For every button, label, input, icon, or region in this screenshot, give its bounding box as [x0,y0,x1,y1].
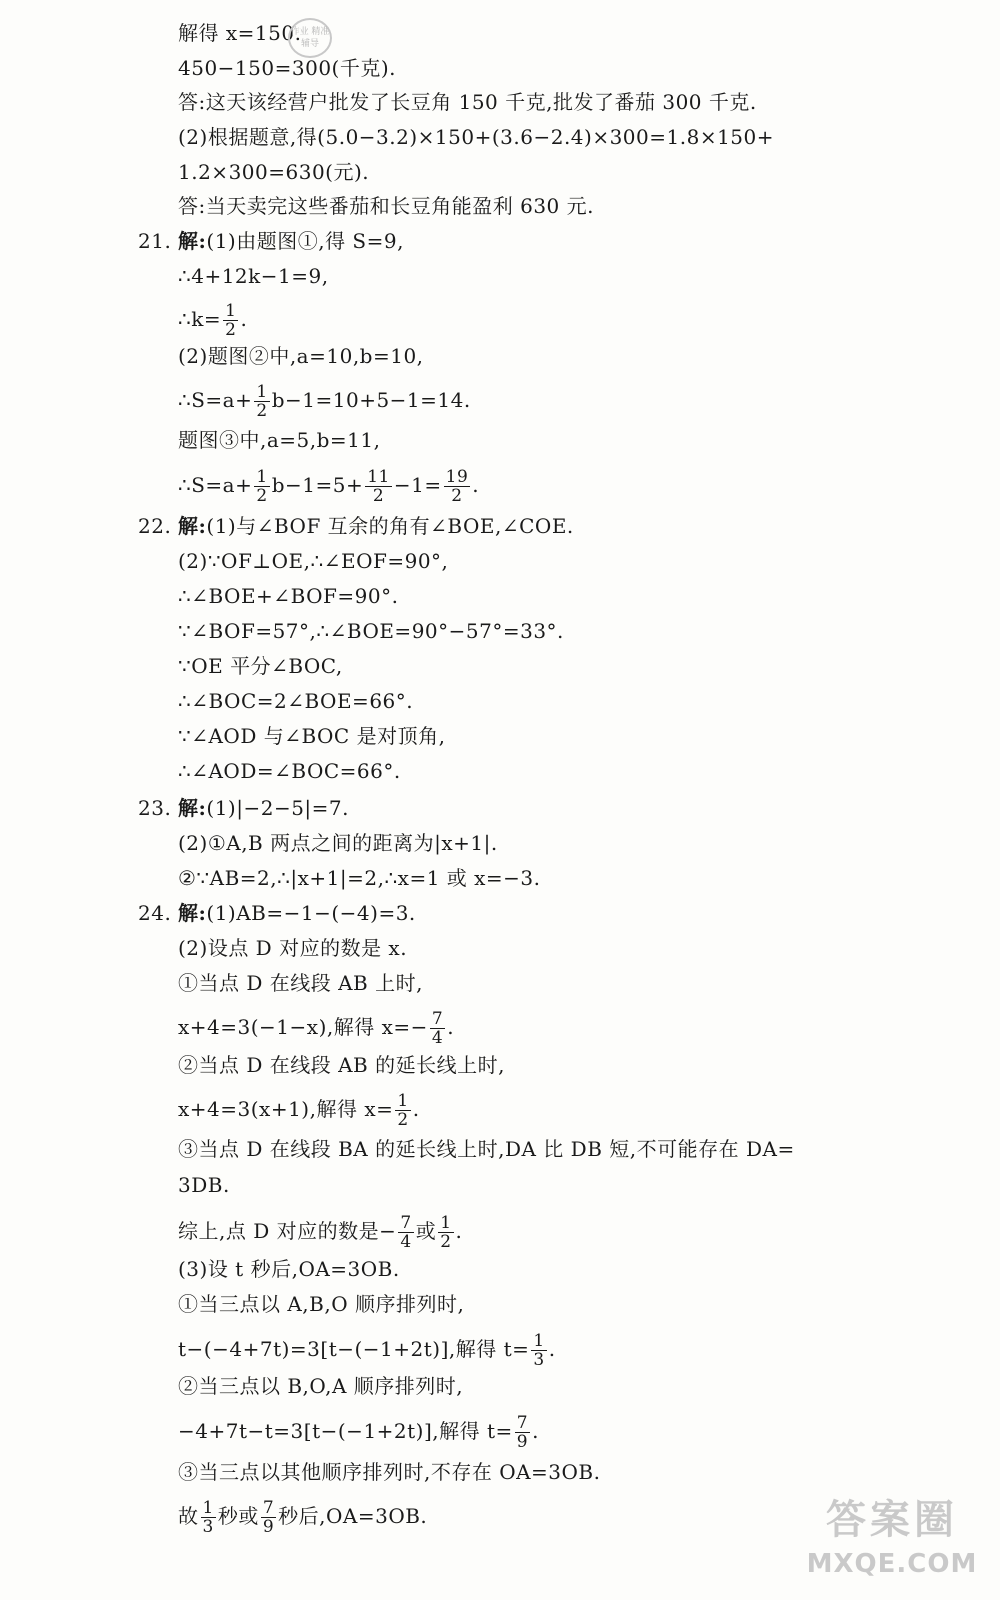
seal-watermark: 作业 精准辅导 [288,18,332,58]
jie-label: 解: [178,901,207,925]
fraction: $\frac{19}{2}$ [445,467,469,506]
fraction: $\frac{1}{2}$ [225,301,237,340]
fraction: $\frac{1}{2}$ [440,1213,452,1252]
problem-number: 22. [138,514,172,538]
site-logo-watermark: 答案圈 MXQE.COM [806,1497,978,1579]
jie-label: 解: [178,229,207,253]
jie-label: 解: [178,514,207,538]
jie-label: 解: [178,796,207,820]
fraction: $\frac{1}{2}$ [397,1091,409,1130]
fraction: $\frac{1}{3}$ [202,1498,214,1537]
problem-number: 24. [138,901,172,925]
fraction: $\frac{7}{4}$ [431,1009,444,1048]
problem-number: 21. [138,229,172,253]
fraction: $\frac{1}{2}$ [256,467,268,506]
fraction: $\frac{7}{9}$ [262,1498,275,1537]
document-page: 解得 x=150. 作业 精准辅导 450−150=300(千克). 答:这天该经营户批发了长豆角 150 千克,批发了番茄 300 千克. (2)根据题意,得(5.0−3.2)×150+(3.6−2.4)×300=1.8×150+ 1.2×300=630(元). 答:当天卖完这些番茄和长豆角能盈利 630 元. 21. 解:(1)由题图①,得 S=9, ∴4+12k−1=9, ∴k= $\frac{1}{2}$ . (2)题图②中,a=10,b=10, ∴S=a+ $\frac{1}{2}$ b−1=10+5−1=14. 题图③中,a=5,b=11, ∴S=a+ $\frac{1}{2}$ b−1=5+ $\frac{11}{2}$ −1= $\frac{19}{2}$ . 22. 解:(1)与∠BOF 互余的角有∠BOE,∠COE. (2)∵OF⊥OE,∴∠EOF=90°, ∴∠BOE+∠BOF=90°. ∵∠BOF=57°,∴∠BOE=90°−57°=33°. ∵OE 平分∠BOC, ∴∠BOC=2∠BOE=66°. ∵∠AOD 与∠BOC 是对顶角, ∴∠AOD=∠BOC=66°. 23. 解:(1)|−2−5|=7. (2)①A,B 两点之间的距离为|x+1|. ②∵AB=2,∴|x+1|=2,∴x=1 或 x=−3. 24. 解:(1)AB=−1−(−4)=3. (2)设点 D 对应的数是 x. ①当点 D 在线段 AB 上时, x+4=3(−1−x),解得 x=− $\frac{7}{4}$ . ②当点 D 在线段 AB 的延长线上时, x+4=3(x+1),解得 x= $\frac{1}{2}$ . ③当点 D 在线段 BA 的延长线上时,DA 比 DB 短,不可能存在 DA= 3DB. 综上,点 D 对应的数是− $\frac{7}{4}$ 或 $\frac{1}{2}$ . (3)设 t 秒后,OA=3OB. ①当三点以 A,B,O 顺序排列时, t−(−4+7t)=3[t−(−1+2t)],解得 t= $\frac{1}{3}$ . ②当三点以 B,O,A 顺序排列时, −4+7t−t=3[t−(−1+2t)],解得 t= $\frac{7}{9}$ . ③当三点以其他顺序排列时,不存在 OA=3OB. 故 $\frac{1}{3}$ 秒或 $\frac{7}{9}$ 秒后,OA=3OB. 答案圈 MXQE.COM [0,0,1000,1600]
fraction: $\frac{1}{2}$ [256,382,268,421]
fraction: $\frac{7}{4}$ [400,1213,412,1252]
fraction: $\frac{7}{9}$ [516,1413,529,1452]
problem-number: 23. [138,796,172,820]
fraction: $\frac{1}{3}$ [533,1331,545,1370]
fraction: $\frac{11}{2}$ [367,467,390,506]
